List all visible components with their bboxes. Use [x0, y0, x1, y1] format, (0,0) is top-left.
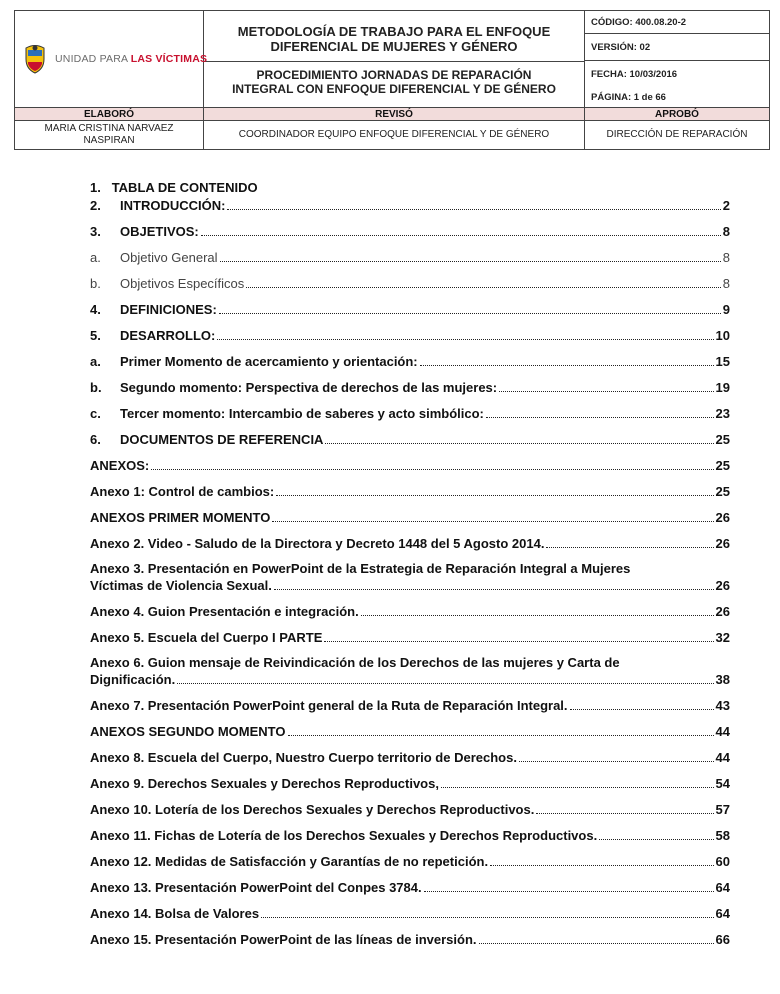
unidad-victimas-logo [15, 22, 208, 96]
toc-entry[interactable]: Anexo 6. Guion mensaje de Reivindicación de los Derechos de las mujeres y Carta de Dignificación. 38 [90, 655, 730, 687]
toc-entry[interactable]: ANEXOS: 25 [90, 458, 730, 473]
page-field: PÁGINA: 1 de 66 [591, 91, 666, 103]
toc-entry[interactable]: Anexo 9. Derechos Sexuales y Derechos Reproductivos, 54 [90, 776, 730, 791]
toc-entry[interactable]: Anexo 10. Lotería de los Derechos Sexuales y Derechos Reproductivos. 57 [90, 802, 730, 817]
toc-entry[interactable]: Anexo 14. Bolsa de Valores 64 [90, 906, 730, 921]
toc-entry[interactable]: Anexo 5. Escuela del Cuerpo I PARTE 32 [90, 630, 730, 645]
aprobo-value: DIRECCIÓN DE REPARACIÓN [585, 121, 770, 150]
document-header [14, 10, 770, 150]
toc-entry[interactable]: a. Primer Momento de acercamiento y orientación: 15 [90, 354, 730, 369]
table-of-contents [90, 180, 730, 948]
toc-entry[interactable]: Anexo 11. Fichas de Lotería de los Derechos Sexuales y Derechos Reproductivos. 58 [90, 828, 730, 843]
document-meta-cell [585, 11, 770, 108]
toc-entry[interactable]: Anexo 1: Control de cambios: 25 [90, 484, 730, 499]
elaboro-value: MARIA CRISTINA NARVAEZ NASPIRAN [15, 121, 204, 150]
document-title-cell [204, 11, 585, 108]
toc-entry[interactable]: c. Tercer momento: Intercambio de saberes y acto simbólico: 23 [90, 406, 730, 421]
toc-entry[interactable]: 2. INTRODUCCIÓN: 2 [90, 198, 730, 213]
reviso-value: COORDINADOR EQUIPO ENFOQUE DIFERENCIAL Y DE GÉNERO [204, 121, 585, 150]
toc-entry[interactable]: b. Segundo momento: Perspectiva de derechos de las mujeres: 19 [90, 380, 730, 395]
toc-heading: 1. TABLA DE CONTENIDO [90, 180, 258, 195]
toc-entry[interactable]: Anexo 7. Presentación PowerPoint general de la Ruta de Reparación Integral. 43 [90, 698, 730, 713]
toc-entry[interactable]: Anexo 3. Presentación en PowerPoint de la Estrategia de Reparación Integral a Mujeres Víctimas de Violencia Sexual. 26 [90, 561, 730, 593]
toc-entry[interactable]: ANEXOS PRIMER MOMENTO 26 [90, 510, 730, 525]
toc-entry[interactable]: Anexo 13. Presentación PowerPoint del Conpes 3784. 64 [90, 880, 730, 895]
reviso-label: REVISÓ [204, 108, 585, 121]
toc-entry[interactable]: b. Objetivos Específicos 8 [90, 276, 730, 291]
colombia-coat-of-arms-icon [23, 44, 47, 74]
date-field: FECHA: 10/03/2016 [585, 60, 769, 87]
code-field: CÓDIGO: 400.08.20-2 [591, 16, 687, 28]
toc-entry[interactable]: 5. DESARROLLO: 10 [90, 328, 730, 343]
toc-entry[interactable]: 3. OBJETIVOS: 8 [90, 224, 730, 239]
toc-entry[interactable]: Anexo 15. Presentación PowerPoint de las líneas de inversión. 66 [90, 932, 730, 947]
toc-entry[interactable]: Anexo 8. Escuela del Cuerpo, Nuestro Cuerpo territorio de Derechos. 44 [90, 750, 730, 765]
toc-entry[interactable]: 4. DEFINICIONES: 9 [90, 302, 730, 317]
toc-entry[interactable]: Anexo 2. Video - Saludo de la Directora y Decreto 1448 del 5 Agosto 2014. 26 [90, 536, 730, 551]
logo-wordmark: UNIDAD PARA LAS VÍCTIMAS [55, 53, 208, 65]
toc-entry[interactable]: Anexo 12. Medidas de Satisfacción y Garantías de no repetición. 60 [90, 854, 730, 869]
version-field: VERSIÓN: 02 [585, 33, 769, 60]
toc-entry[interactable]: ANEXOS SEGUNDO MOMENTO 44 [90, 724, 730, 739]
elaboro-label: ELABORÓ [15, 108, 204, 121]
aprobo-label: APROBÓ [585, 108, 770, 121]
logo-cell [15, 11, 208, 108]
toc-entry[interactable]: 6. DOCUMENTOS DE REFERENCIA 25 [90, 432, 730, 447]
document-title: METODOLOGÍA DE TRABAJO PARA EL ENFOQUE DIFERENCIAL DE MUJERES Y GÉNERO [204, 18, 584, 62]
toc-entry[interactable]: a. Objetivo General 8 [90, 250, 730, 265]
procedure-title: PROCEDIMIENTO JORNADAS DE REPARACIÓN INTEGRAL CON ENFOQUE DIFERENCIAL Y DE GÉNERO [232, 68, 556, 96]
toc-entry[interactable]: Anexo 4. Guion Presentación e integración. 26 [90, 604, 730, 619]
